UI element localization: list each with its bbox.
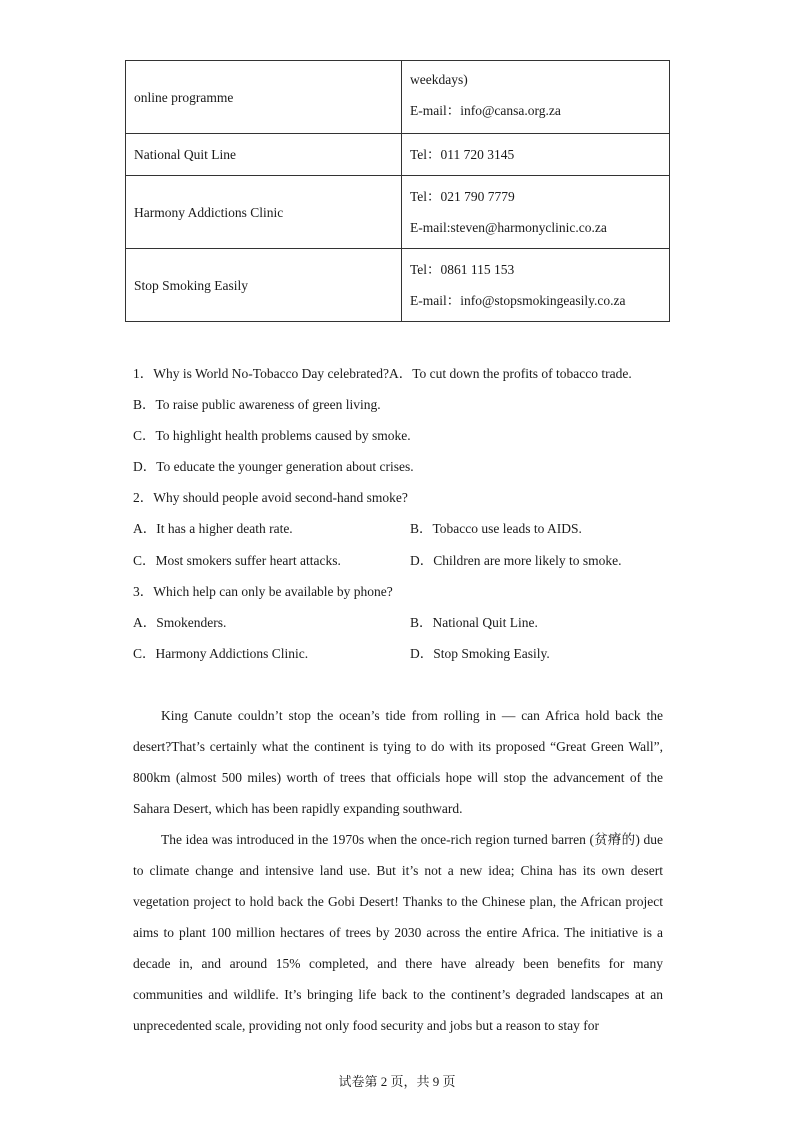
contact-line: weekdays)	[410, 72, 468, 87]
program-name: online programme	[126, 61, 402, 134]
table-row	[126, 249, 670, 322]
option-2d: D．Children are more likely to smoke.	[410, 553, 622, 568]
contact-line: Tel：0861 115 153	[410, 262, 515, 277]
contact-info	[402, 176, 670, 249]
option-3b: B．National Quit Line.	[410, 615, 538, 630]
question-3: 3．Which help can only be available by phone?	[133, 584, 393, 599]
option-2a: A．It has a higher death rate.	[133, 521, 293, 536]
option-3d: D．Stop Smoking Easily.	[410, 646, 550, 661]
table-row	[126, 61, 670, 134]
option-1d: D．To educate the younger generation about crises.	[133, 459, 414, 474]
program-name: Stop Smoking Easily	[126, 249, 402, 322]
question-1: 1．Why is World No-Tobacco Day celebrated?A．To cut down the profits of tobacco trade.	[133, 366, 632, 381]
contact-info	[402, 61, 670, 134]
contact-line: Tel：021 790 7779	[410, 189, 515, 204]
option-3c: C．Harmony Addictions Clinic.	[133, 646, 309, 661]
contact-info	[402, 134, 670, 176]
table-row	[126, 134, 670, 176]
contact-line: Tel：011 720 3145	[410, 147, 515, 162]
program-name: Harmony Addictions Clinic	[126, 176, 402, 249]
page-footer: 试卷第 2 页，共 9 页	[338, 1074, 456, 1089]
option-1b: B．To raise public awareness of green living.	[133, 397, 381, 412]
reading-passage	[133, 700, 663, 1041]
contact-table	[125, 60, 670, 322]
contact-line: E-mail:steven@harmonyclinic.co.za	[410, 220, 607, 235]
contact-info	[402, 249, 670, 322]
option-1c: C．To highlight health problems caused by smoke.	[133, 428, 411, 443]
option-2b: B．Tobacco use leads to AIDS.	[410, 521, 582, 536]
paragraph: The idea was introduced in the 1970s when the once-rich region turned barren (贫瘠的) due to climate change and intensive land use. But it’s not a new idea; China has its own desert vegetation project to hold back the Gobi Desert! Thanks to the Chinese plan, the African project aims to plant 100 million hectares of trees by 2030 across the entire Africa. The initiative is a decade in, and around 15% completed, and there have already been benefits for many communities and wildlife. It’s bringing life back to the continent’s degraded landscapes at an unprecedented scale, providing not only food security and jobs but a reason to stay for	[133, 832, 663, 1033]
paragraph: King Canute couldn’t stop the ocean’s tide from rolling in — can Africa hold back the desert?That’s certainly what the continent is tying to do with its proposed “Great Green Wall”, 800km (almost 500 miles) worth of trees that officials hope will stop the advancement of the Sahara Desert, which has been rapidly expanding southward.	[133, 708, 663, 816]
contact-line: E-mail：info@cansa.org.za	[410, 103, 561, 118]
table-row	[126, 176, 670, 249]
option-3a: A．Smokenders.	[133, 615, 227, 630]
program-name: National Quit Line	[126, 134, 402, 176]
question-2: 2．Why should people avoid second-hand smoke?	[133, 490, 408, 505]
option-2c: C．Most smokers suffer heart attacks.	[133, 553, 341, 568]
contact-line: E-mail：info@stopsmokingeasily.co.za	[410, 293, 626, 308]
